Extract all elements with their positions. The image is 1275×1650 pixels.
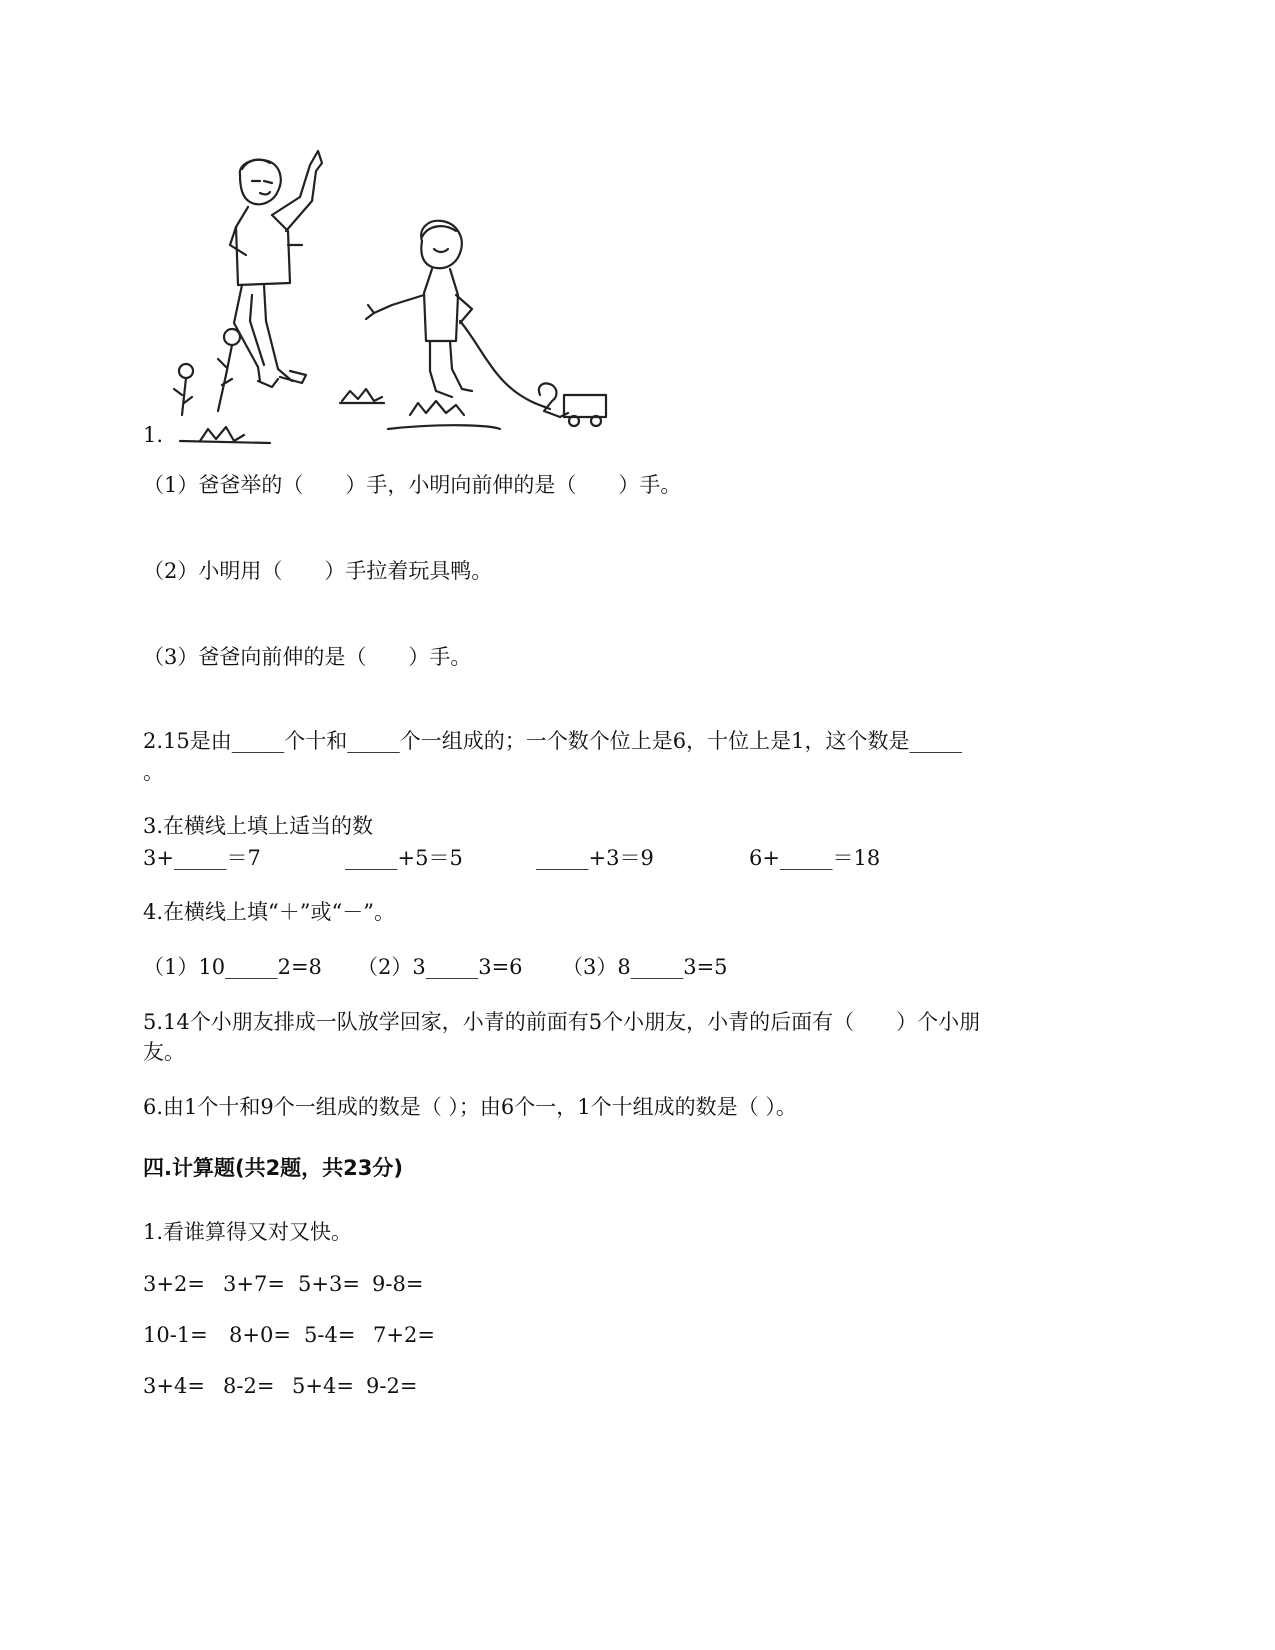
question-3-item-4: 6+_____＝18 — [749, 846, 881, 870]
calc-item: 9-2= — [366, 1374, 418, 1398]
question-1-part-3: （3）爸爸向前伸的是（ ）手。 — [143, 645, 472, 669]
question-5-line-2: 友。 — [143, 1040, 185, 1064]
question-6: 6.由1个十和9个一组成的数是（ ）；由6个一，1个十组成的数是（ ）。 — [143, 1095, 797, 1119]
calc-item: 3+2= — [143, 1272, 205, 1296]
question-3-title: 3.在横线上填上适当的数 — [143, 814, 374, 838]
calc-question-1-title: 1.看谁算得又对又快。 — [143, 1220, 353, 1244]
question-1-number: 1. — [143, 423, 164, 447]
question-2: 2.15是由_____个十和_____个一组成的；一个数个位上是6，十位上是1，这个数是_____ — [143, 729, 962, 753]
question-3-item-3: _____+3＝9 — [536, 846, 654, 870]
calc-item: 5+3= — [298, 1272, 360, 1296]
question-1-part-2: （2）小明用（ ）手拉着玩具鸭。 — [143, 559, 493, 583]
question-2-ending: 。 — [143, 760, 164, 784]
calc-item: 7+2= — [373, 1323, 435, 1347]
illustration-drawing — [160, 145, 630, 465]
calc-item: 10-1= — [143, 1323, 208, 1347]
father-and-son-illustration — [160, 145, 630, 465]
calc-item: 5+4= — [292, 1374, 354, 1398]
calc-item: 9-8= — [372, 1272, 424, 1296]
calc-item: 5-4= — [304, 1323, 356, 1347]
calc-item: 3+7= — [223, 1272, 285, 1296]
question-1-part-1: （1）爸爸举的（ ）手，小明向前伸的是（ ）手。 — [143, 473, 682, 497]
question-4-title: 4.在横线上填“＋”或“－”。 — [143, 900, 395, 924]
question-4-item-3: （3）8_____3=5 — [562, 955, 728, 979]
question-4-item-1: （1）10_____2=8 — [143, 955, 322, 979]
calc-item: 3+4= — [143, 1374, 205, 1398]
question-3-item-1: 3+_____＝7 — [143, 846, 261, 870]
question-5-line-1: 5.14个小朋友排成一队放学回家，小青的前面有5个小朋友，小青的后面有（ ）个小朋 — [143, 1010, 981, 1034]
calc-item: 8+0= — [229, 1323, 291, 1347]
calc-item: 8-2= — [223, 1374, 275, 1398]
question-4-item-2: （2）3_____3=6 — [357, 955, 523, 979]
section-4-heading: 四.计算题(共2题，共23分) — [143, 1156, 404, 1180]
question-3-item-2: _____+5＝5 — [345, 846, 463, 870]
